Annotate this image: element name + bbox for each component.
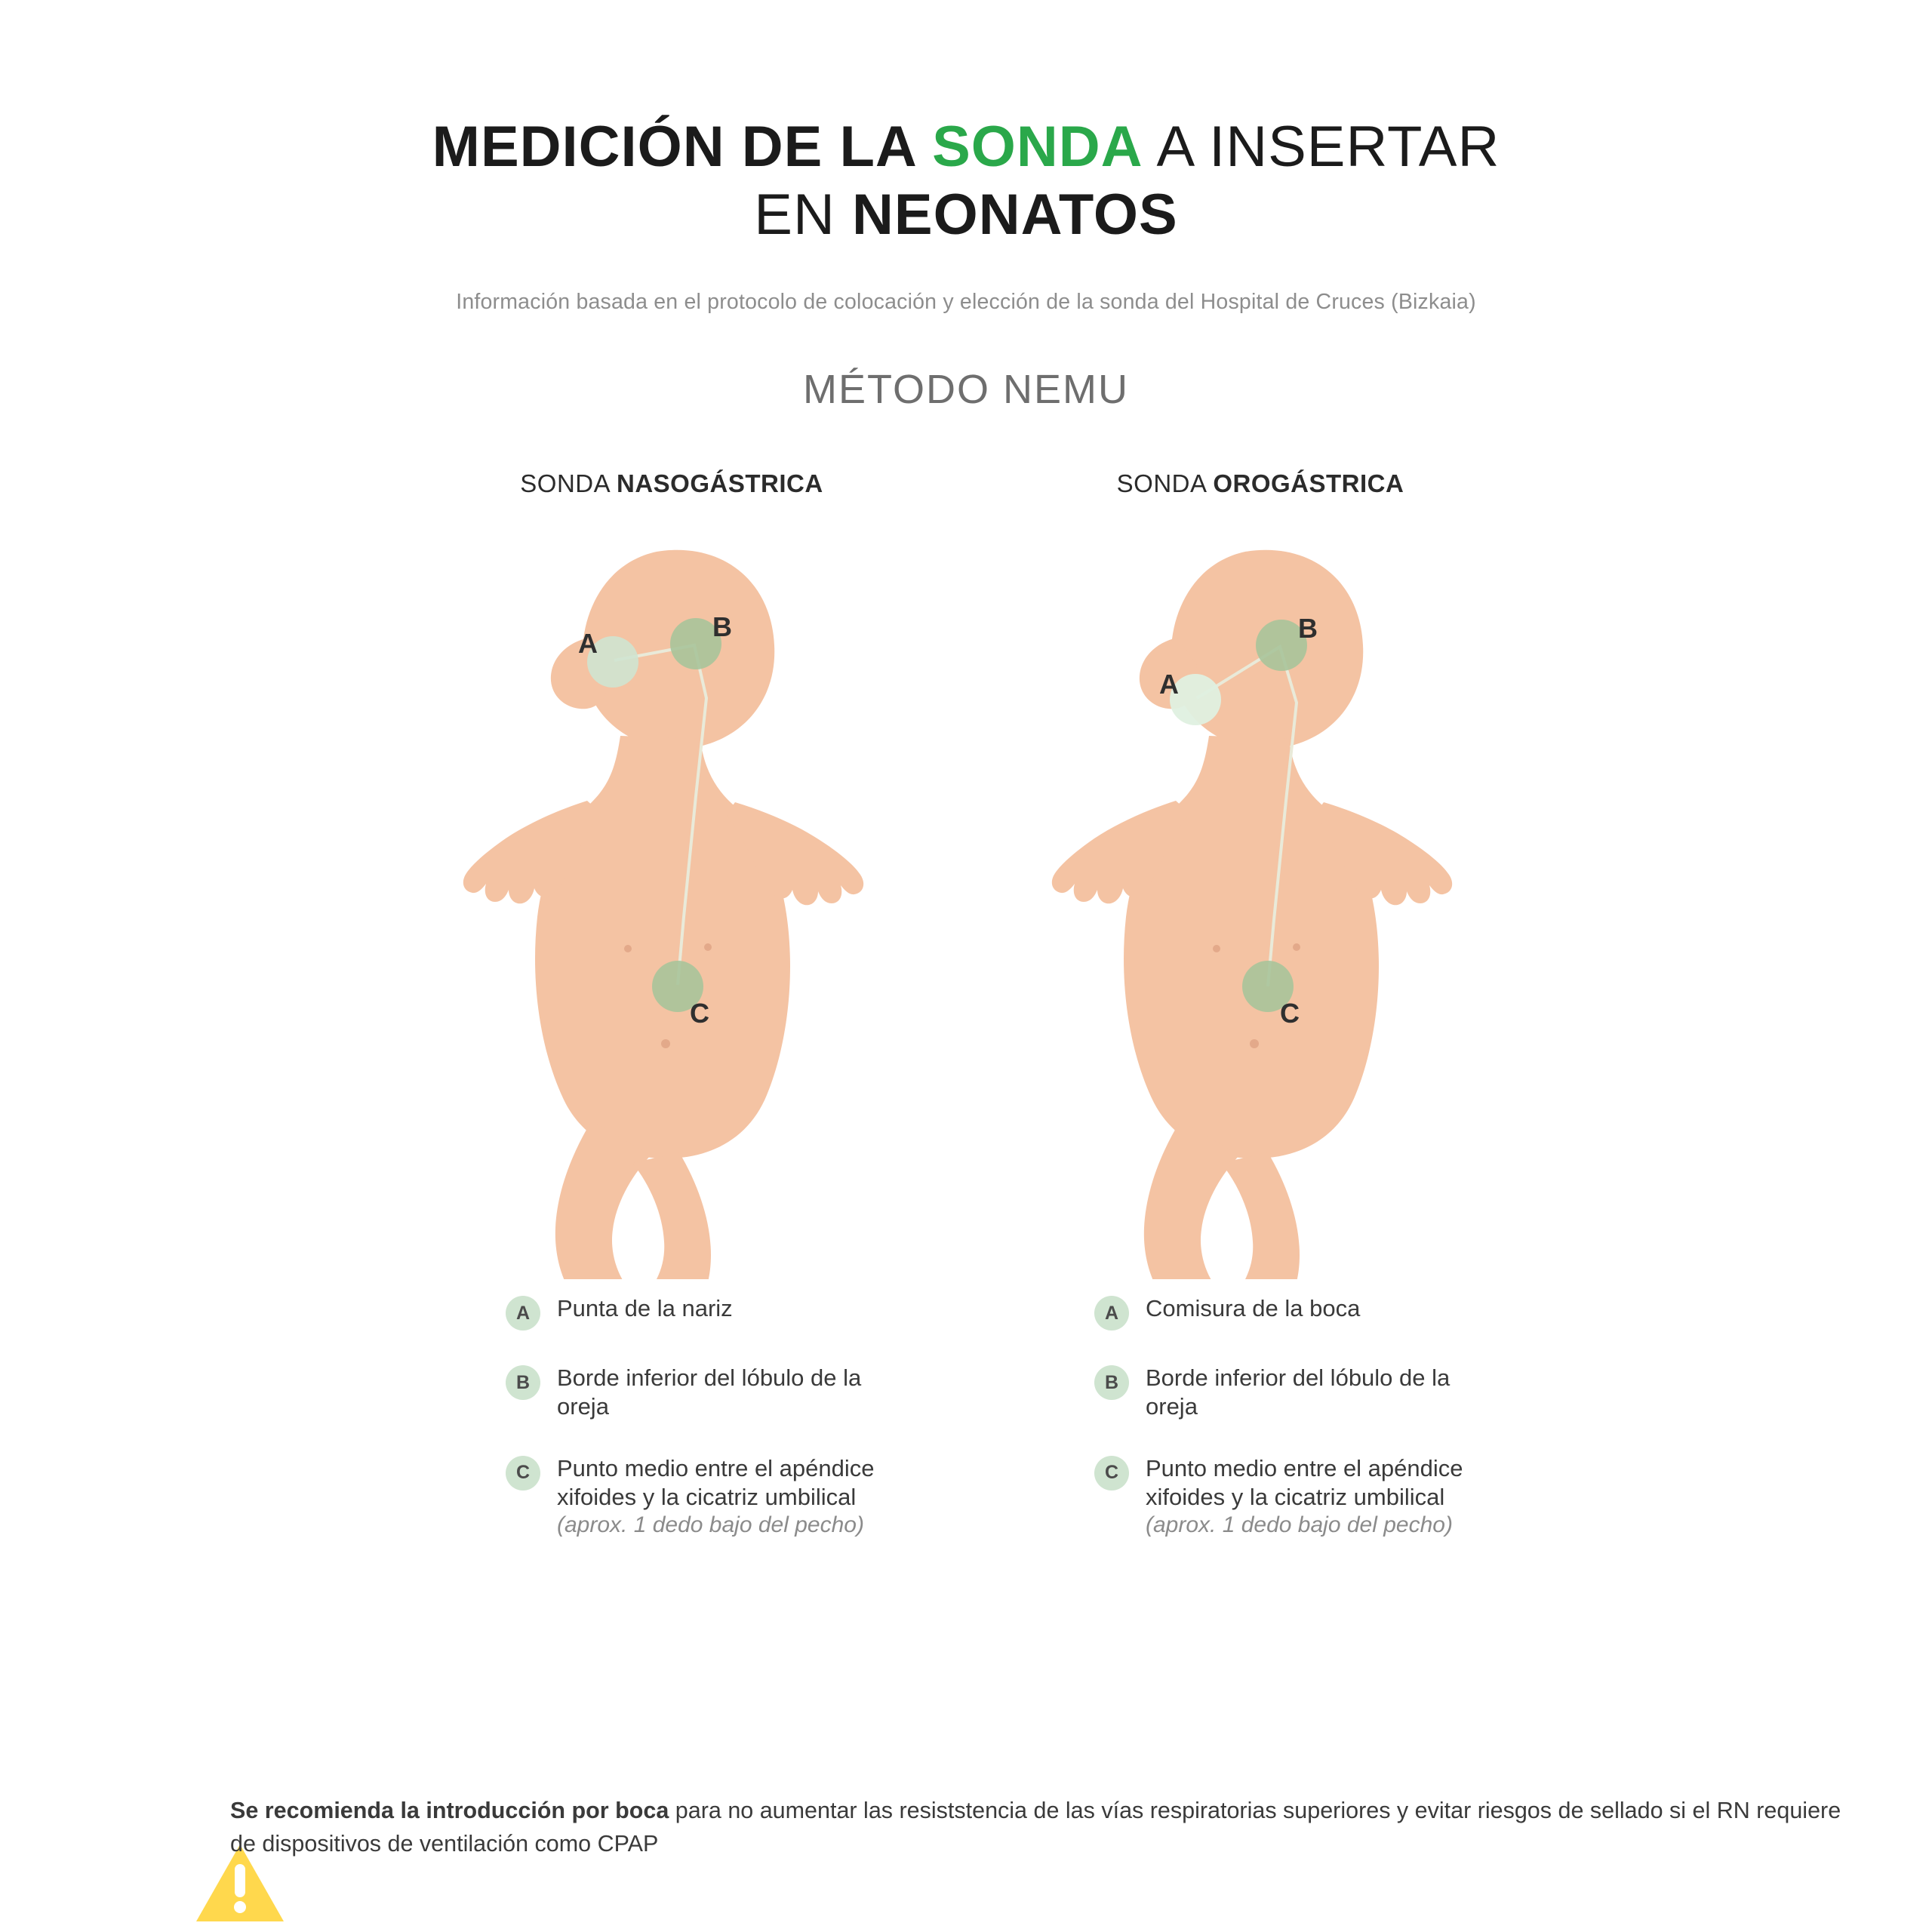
footer-text <box>230 1794 1841 1860</box>
legend-text-a <box>557 1294 733 1323</box>
legend-item <box>506 1364 913 1421</box>
nipple-left <box>624 945 632 952</box>
legend-item <box>1094 1454 1502 1539</box>
nipple-left <box>1213 945 1220 952</box>
legend-badge-a: A <box>506 1296 540 1331</box>
figure-nasogastrica <box>430 525 913 1287</box>
marker-label-a: A <box>1159 669 1179 700</box>
nipple-right <box>1293 943 1300 951</box>
diagram-columns <box>0 469 1932 1571</box>
marker-label-c: C <box>690 998 709 1029</box>
column-title-bold: OROGÁSTRICA <box>1213 469 1404 498</box>
marker-label-c: C <box>1280 998 1300 1029</box>
footer-recommendation <box>0 1794 1932 1860</box>
legend-text-a <box>1146 1294 1360 1323</box>
legend-text-a-main: Punta de la nariz <box>557 1295 733 1322</box>
marker-label-b: B <box>1298 613 1318 645</box>
title-part-2: A INSERTAR <box>1143 115 1500 179</box>
legend-item <box>1094 1294 1502 1331</box>
marker-label-b: B <box>712 611 732 643</box>
legend-note-c: (aprox. 1 dedo bajo del pecho) <box>557 1512 864 1537</box>
legend-text-c-main: Punto medio entre el apéndice xifoides y la cicatriz umbilical <box>1146 1454 1463 1510</box>
legend-item <box>1094 1364 1502 1421</box>
legend-text-c <box>557 1454 913 1539</box>
column-nasogastrica <box>430 469 913 1571</box>
column-title-prefix: SONDA <box>1116 469 1214 498</box>
column-orogastrica <box>1019 469 1502 1571</box>
legend-nasogastrica <box>430 1294 913 1538</box>
legend-badge-b: B <box>1094 1365 1129 1400</box>
legend-text-b-main: Borde inferior del lóbulo de la oreja <box>557 1364 862 1420</box>
page-title <box>0 0 1932 248</box>
neonate-nasogastric-illustration <box>430 525 913 1279</box>
figure-orogastrica <box>1019 525 1502 1287</box>
footer-text-rest: para no aumentar las resiststencia de las vías respiratorias superiores y evitar riesgos de sellado si el RN requiere de dispositivos de ventilación como CPAP <box>230 1797 1841 1857</box>
legend-text-b <box>557 1364 913 1421</box>
column-title-orogastrica <box>1019 469 1502 498</box>
column-title-prefix: SONDA <box>520 469 617 498</box>
navel <box>661 1039 670 1048</box>
title-line-2 <box>0 181 1932 249</box>
legend-item <box>506 1454 913 1539</box>
column-title-bold: NASOGÁSTRICA <box>617 469 823 498</box>
column-title-nasogastrica <box>430 469 913 498</box>
legend-badge-c: C <box>506 1456 540 1491</box>
title-line2-neonatos: NEONATOS <box>852 182 1178 247</box>
legend-orogastrica <box>1019 1294 1502 1538</box>
title-line2-en: EN <box>754 182 852 247</box>
legend-text-c-main: Punto medio entre el apéndice xifoides y la cicatriz umbilical <box>557 1454 875 1510</box>
legend-note-c: (aprox. 1 dedo bajo del pecho) <box>1146 1512 1453 1537</box>
legend-item <box>506 1294 913 1331</box>
title-accent-sonda: SONDA <box>932 115 1143 179</box>
legend-badge-a: A <box>1094 1296 1129 1331</box>
navel <box>1250 1039 1259 1048</box>
nipple-right <box>704 943 712 951</box>
title-part-1: MEDICIÓN DE LA <box>432 115 933 179</box>
legend-badge-b: B <box>506 1365 540 1400</box>
footer-text-bold: Se recomienda la introducción por boca <box>230 1797 669 1823</box>
method-heading: MÉTODO NEMU <box>802 367 1129 413</box>
subtitle: Información basada en el protocolo de colocación y elección de la sonda del Hospital de Cruces (Bizkaia) <box>456 290 1476 315</box>
legend-text-b <box>1146 1364 1502 1421</box>
legend-text-a-main: Comisura de la boca <box>1146 1295 1361 1322</box>
marker-label-a: A <box>578 628 598 660</box>
legend-text-b-main: Borde inferior del lóbulo de la oreja <box>1146 1364 1451 1420</box>
neonate-orogastric-illustration <box>1019 525 1502 1279</box>
legend-text-c <box>1146 1454 1502 1539</box>
legend-badge-c: C <box>1094 1456 1129 1491</box>
